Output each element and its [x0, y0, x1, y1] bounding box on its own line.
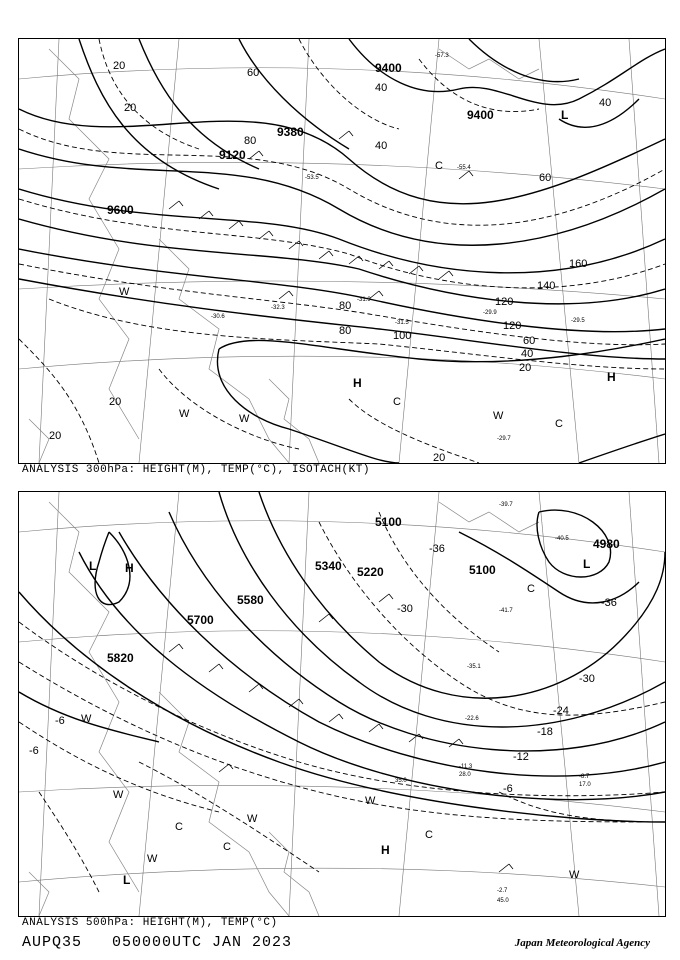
isotach-label: 60: [523, 335, 536, 347]
height-label: 9400: [467, 108, 494, 122]
temperature-label: -53.5: [305, 175, 319, 181]
station-value: -35.1: [467, 664, 481, 670]
panel-caption-500hpa: ANALYSIS 500hPa: HEIGHT(M), TEMP(°C): [22, 917, 278, 929]
station-value: -2.7: [497, 888, 508, 894]
warm-center: W: [493, 410, 504, 422]
height-label: 9380: [277, 125, 304, 139]
agency-credit: Japan Meteorological Agency: [514, 937, 650, 949]
isotherm-label: -18: [537, 726, 553, 738]
height-label: 5580: [237, 593, 264, 607]
warm-center: W: [81, 713, 92, 725]
isotach-label: 60: [539, 172, 552, 184]
height-label: 5340: [315, 559, 342, 573]
station-value: 35.0: [395, 778, 407, 784]
chart-identifier: [22, 934, 292, 951]
cold-center: C: [223, 841, 231, 853]
height-label: 5100: [469, 563, 496, 577]
isotach-label: 160: [569, 258, 588, 270]
height-label: 9120: [219, 148, 246, 162]
isotach-label: 20: [49, 430, 62, 442]
height-label: 9600: [107, 203, 134, 217]
isotach-label: 20: [519, 362, 532, 374]
station-value: 28.0: [459, 772, 471, 778]
temperature-label: -29.5: [571, 318, 585, 324]
isotherm-label: -24: [553, 705, 569, 717]
map-panel-500hpa: [18, 491, 666, 917]
cold-center: C: [175, 821, 183, 833]
warm-center: W: [119, 286, 130, 298]
isotach-label: 80: [339, 325, 352, 337]
height-label: 5100: [375, 515, 402, 529]
isotach-label: 80: [339, 300, 352, 312]
isotherm-label: -30: [579, 673, 595, 685]
warm-center: W: [365, 795, 376, 807]
isotherm-label: -6: [55, 715, 65, 727]
station-value: -39.7: [499, 502, 513, 508]
station-value: -11.3: [459, 764, 473, 770]
valid-time: 050000UTC JAN 2023: [112, 934, 293, 951]
height-label: 9400: [375, 61, 402, 75]
warm-center: W: [179, 408, 190, 420]
isotherm-label: -30: [397, 603, 413, 615]
isotach-label: 40: [375, 140, 388, 152]
panel-caption-300hpa: ANALYSIS 300hPa: HEIGHT(M), TEMP(°C), ISOTACH(KT): [22, 464, 370, 476]
coastline: [29, 49, 539, 463]
warm-center: W: [147, 853, 158, 865]
coastline: [29, 502, 539, 916]
station-value: -41.7: [499, 608, 513, 614]
isotherm-label: -6: [503, 783, 513, 795]
low-pressure-center: L: [123, 873, 131, 887]
isotherm-label: -12: [513, 751, 529, 763]
height-label: 5220: [357, 565, 384, 579]
temperature-label: -55.4: [457, 165, 471, 171]
isotherm-label: -36: [601, 597, 617, 609]
isotach-label: 120: [495, 296, 514, 308]
cold-center: C: [393, 396, 401, 408]
station-value: -22.6: [465, 716, 479, 722]
wind-barbs: [169, 131, 473, 299]
high-pressure-center: H: [353, 376, 362, 390]
low-pressure-center: L: [89, 559, 97, 573]
warm-center: W: [569, 869, 580, 881]
station-value: -40.5: [555, 536, 569, 542]
isotach-label: 120: [503, 320, 522, 332]
temperature-label: -29.9: [483, 310, 497, 316]
warm-center: W: [239, 413, 250, 425]
height-label: 5700: [187, 613, 214, 627]
temperature-label: -32.3: [271, 305, 285, 311]
high-pressure-center: H: [381, 843, 390, 857]
cold-center: C: [555, 418, 563, 430]
isotach-label: 40: [375, 82, 388, 94]
cold-center: C: [527, 583, 535, 595]
station-value: 17.0: [579, 782, 591, 788]
low-pressure-center: L: [583, 557, 591, 571]
isotach-label: 100: [393, 330, 412, 342]
isotach-label: 40: [521, 348, 534, 360]
map-panel-300hpa: [18, 38, 666, 464]
temperature-label: -57.3: [435, 53, 449, 59]
isotach-label: 60: [247, 67, 260, 79]
cold-center: C: [435, 160, 443, 172]
isotach-label: 20: [433, 452, 446, 463]
chart-code: AUPQ35: [22, 934, 83, 951]
isotach-label: 40: [599, 97, 612, 109]
station-value: 45.0: [497, 898, 509, 904]
temperature-label: -31.9: [357, 297, 371, 303]
isotach-label: 20: [109, 396, 122, 408]
isotherm-label: -6: [29, 745, 39, 757]
isotach-label: 20: [113, 60, 126, 72]
map-300hpa-canvas: [19, 39, 665, 463]
height-label: 4980: [593, 537, 620, 551]
isotherm-contours: [19, 512, 665, 892]
warm-center: W: [247, 813, 258, 825]
map-500hpa-canvas: [19, 492, 665, 916]
temperature-label: -31.5: [395, 320, 409, 326]
high-pressure-center: H: [125, 561, 134, 575]
cold-center: C: [425, 829, 433, 841]
temperature-label: -30.6: [211, 314, 225, 320]
temperature-label: -29.7: [497, 436, 511, 442]
warm-center: W: [113, 789, 124, 801]
station-value: -8.7: [579, 774, 590, 780]
isotach-label: 140: [537, 280, 556, 292]
low-pressure-center: L: [561, 108, 569, 122]
height-label: 5820: [107, 651, 134, 665]
isotach-label: 20: [124, 102, 137, 114]
high-pressure-center: H: [607, 370, 616, 384]
isotherm-label: -36: [429, 543, 445, 555]
isotach-label: 80: [244, 135, 257, 147]
